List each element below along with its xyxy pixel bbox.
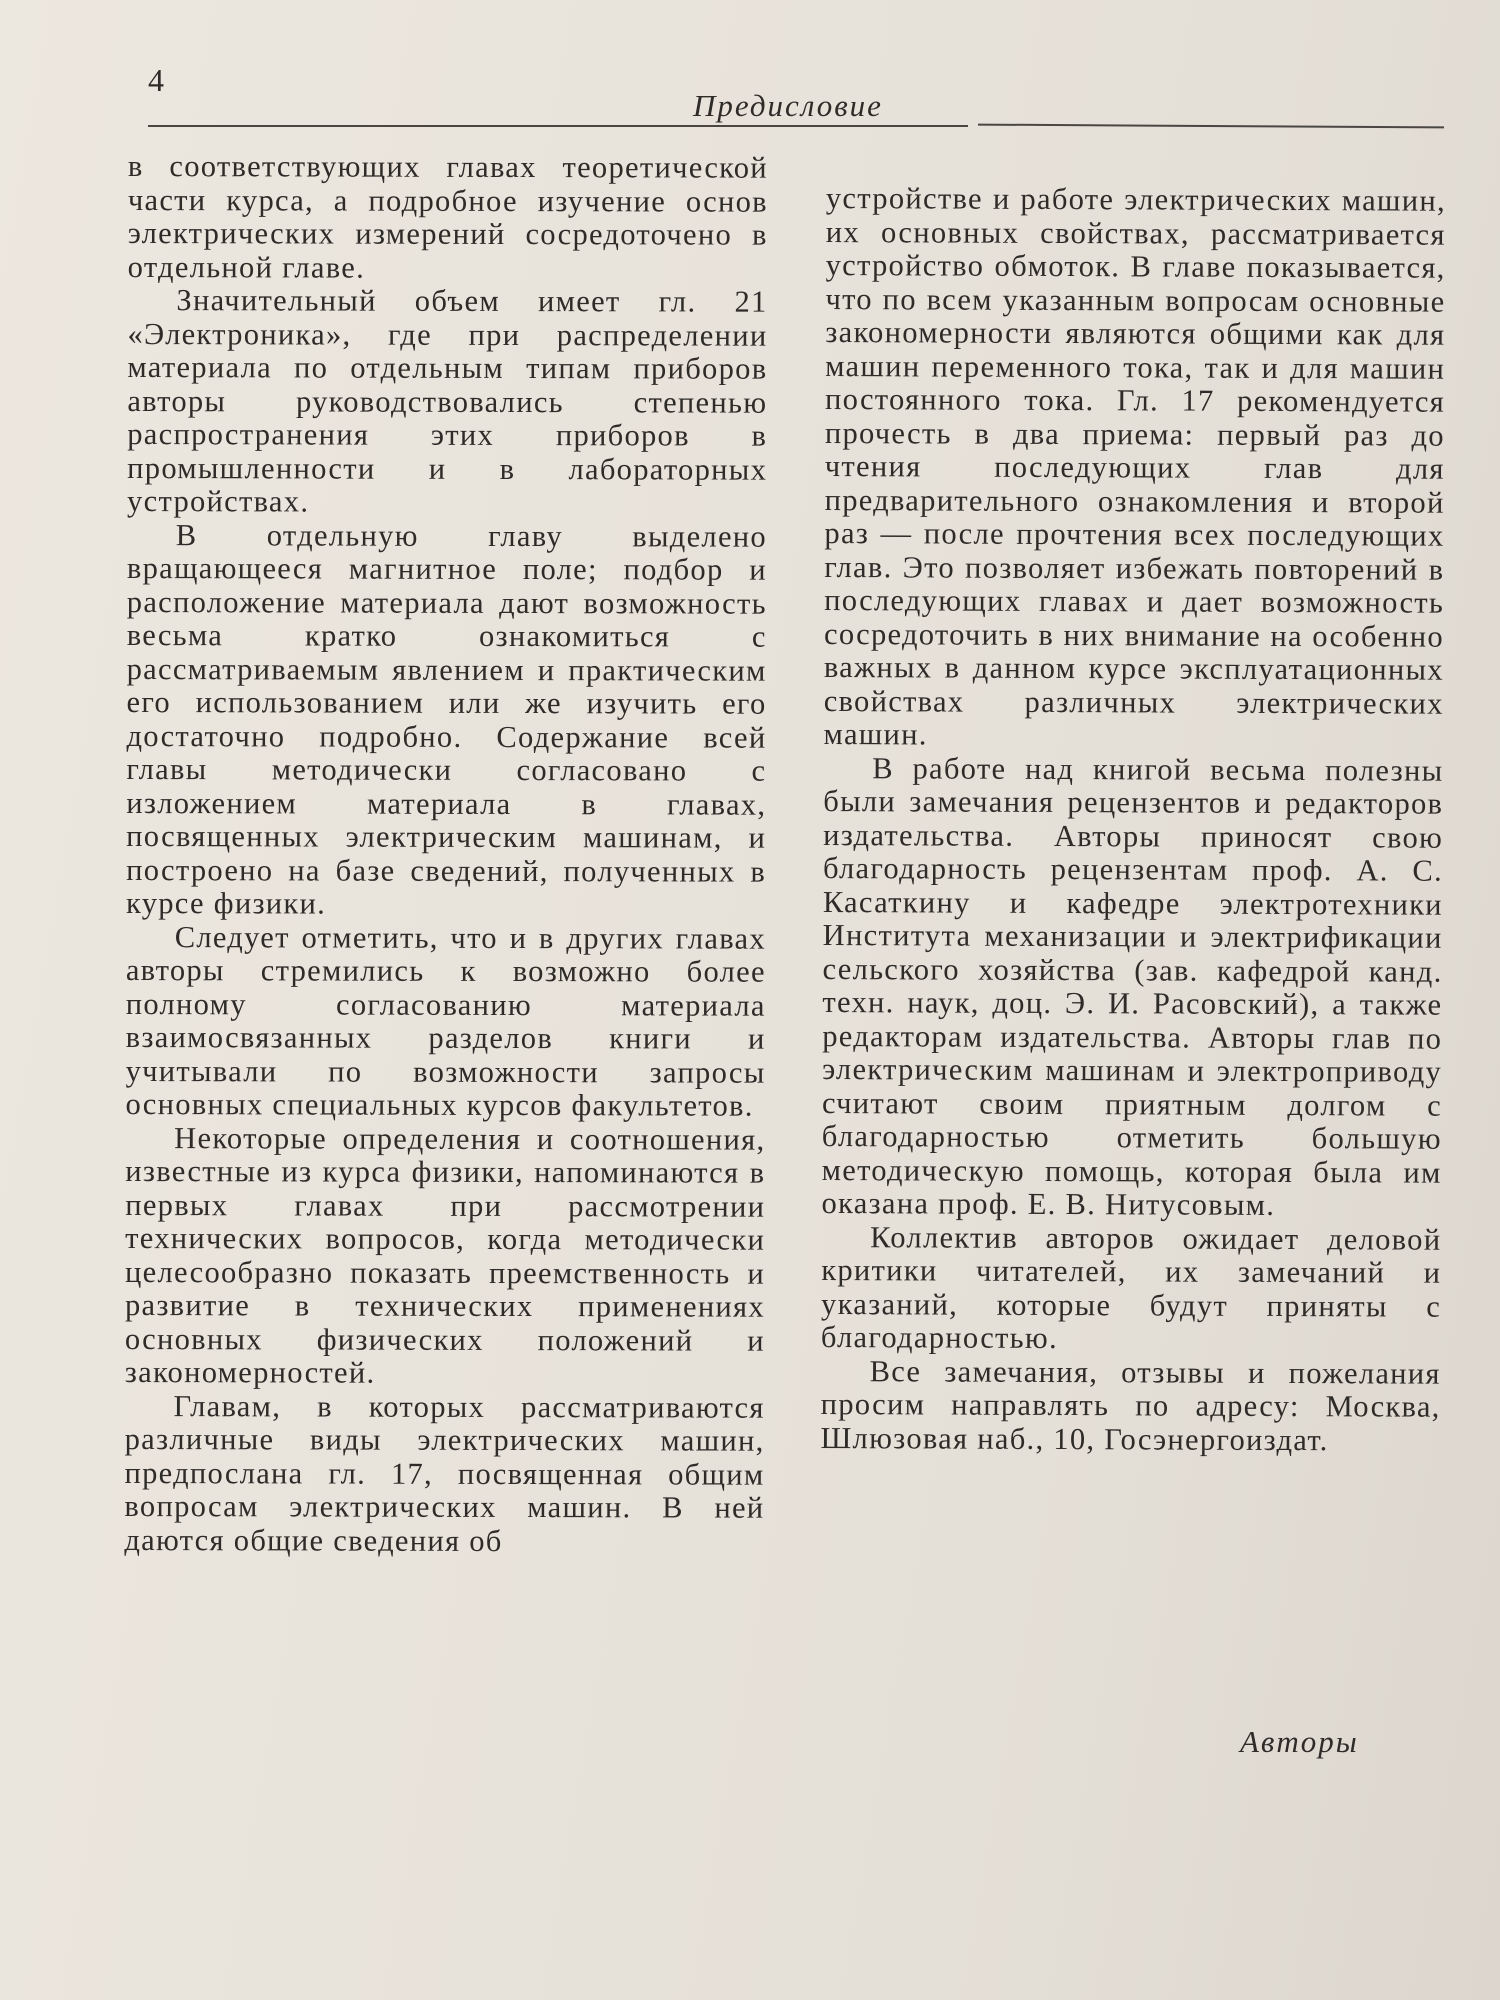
paragraph: В отдельную главу выделено вращающееся магнитное поле; подбор и расположение материала дают возможность весьма кратко ознакомиться с рассматриваемым явлением и практическим его использованием или же изучить его достаточно подробно. Содержание всей главы методически согласовано с изложением материала в главах, посвященных электрическим машинам, и построено на базе сведений, полученных в курсе физики. <box>125 517 768 921</box>
paragraph: Все замечания, отзывы и пожелания просим направлять по адресу: Москва, Шлюзовая наб., 10, Госэнергоиздат. <box>820 1353 1441 1457</box>
paragraph: В работе над книгой весьма полезны были замечания рецензентов и редакторов издательства. Авторы приносят свою благодарность рецензентам проф. А. С. Касаткину и кафедре электротехники Института механизации и электрификации сельского хозяйства (зав. кафедрой канд. техн. наук, доц. Э. И. Расовский), а также редакторам издательства. Авторы глав по электрическим машинам и электроприводу считают своим приятным долгом с благодарностью отметить большую методическую помощь, которая была им оказана проф. Е. В. Нитусовым. <box>821 750 1444 1222</box>
paragraph: Главам, в которых рассматриваются различные виды электрических машин, предпослана гл. 17, посвященная общим вопросам электрических машин. В ней даются общие сведения об <box>124 1388 765 1558</box>
paragraph: в соответствующих главах теоретической части курса, а подробное изучение основ электрических измерений сосредоточено в отдельной главе. <box>127 149 769 285</box>
paragraph: Значительный объем имеет гл. 21 «Электроника», где при распределении материала по отдельным типам приборов авторы руководствовались степенью распространения этих приборов в промышленности и в лабораторных устройствах. <box>127 283 768 519</box>
paragraph: устройстве и работе электрических машин, их основных свойствах, рассматривается устройство обмоток. В главе показывается, что по всем указанным вопросам основные закономерности являются общими как для машин переменного тока, так и для машин постоянного тока. Гл. 17 рекомендуется прочесть в два приема: первый раз до чтения последующих глав для предварительного ознакомления и второй раз — после прочтения всех последующих глав. Это позволяет избежать повторений в последующих главах и дает возможность сосредоточить в них внимание на особенно важных в данном курсе эксплуатационных свойствах различных электрических машин. <box>823 181 1446 752</box>
signature: Авторы <box>1240 1724 1359 1759</box>
left-column <box>124 150 768 1559</box>
paragraph: Коллектив авторов ожидает деловой критики читателей, их замечаний и указаний, которые будут приняты с благодарностью. <box>820 1219 1442 1356</box>
header-rule-left <box>148 125 968 127</box>
right-column <box>820 182 1446 1458</box>
paragraph: Некоторые определения и соотношения, известные из курса физики, напоминаются в первых главах при рассмотрении технических вопросов, когда методически целесообразно показать преемственность и развитие в технических применениях основных физических положений и закономерностей. <box>124 1120 766 1390</box>
page-number: 4 <box>148 62 165 98</box>
running-head: Предисловие <box>693 88 883 123</box>
page-header <box>148 58 1448 128</box>
paragraph: Следует отметить, что и в других главах авторы стремились к возможно более полному согласованию материала взаимосвязанных разделов книги и учитывали по возможности запросы основных специальных курсов факультетов. <box>125 919 766 1123</box>
